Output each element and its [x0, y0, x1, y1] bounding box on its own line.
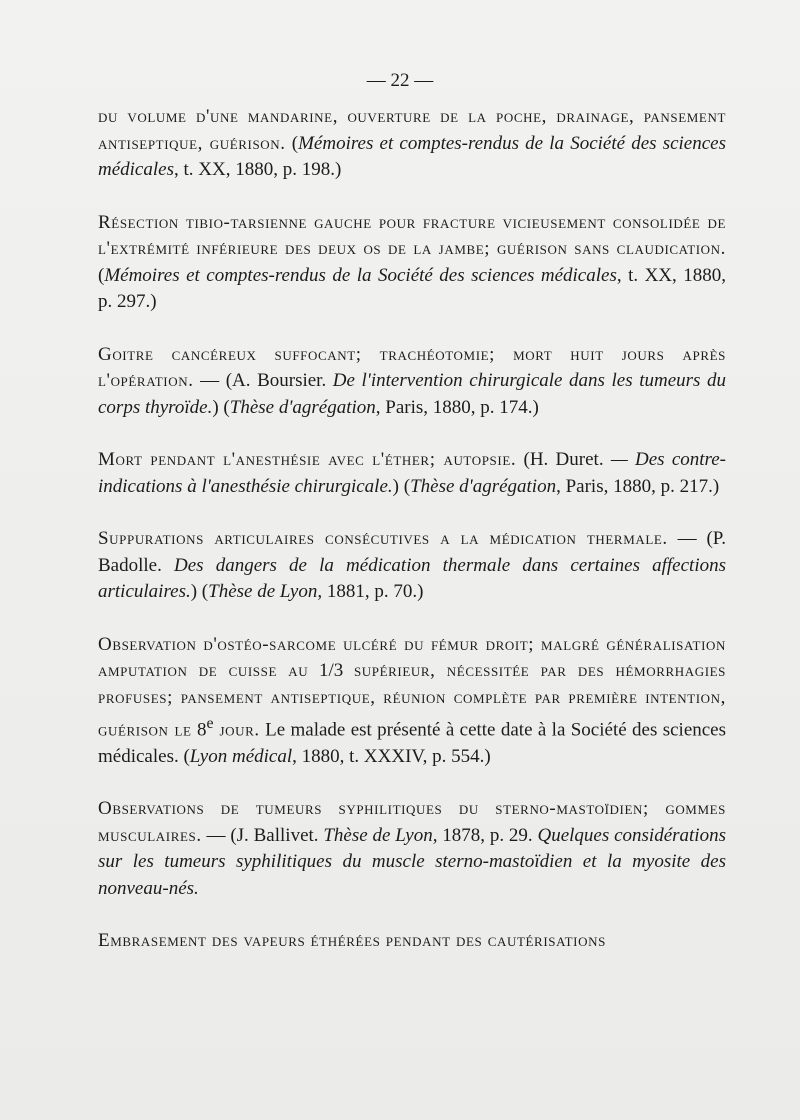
entry-5-author: — (P. Badolle. [98, 528, 726, 576]
entry-1-source: Mémoires et comptes-rendus de la Société des sciences médicales [98, 132, 726, 180]
entry-6-fraction: 1/3 [308, 660, 354, 681]
entry-2: Résection tibio-tarsienne gauche pour fracture vicieusement consolidée de l'extrémité inférieure des deux os de la jambe; guérison sans claudication. (Mémoires et comptes-rendus de la Société des sciences médicales, t. XX, 1880, p. 297.) [98, 211, 726, 312]
entry-3: Goitre cancéreux suffocant; trachéotomie; mort huit jours après l'opération. — (A. Boursier. De l'intervention chirurgicale dans les tumeurs du corps thyroïde.) (Thèse d'agrégation, Paris, 1880, p. 174.) [98, 343, 727, 418]
entry-4-thesis: Thèse d'agrégation [410, 475, 557, 497]
entry-3-author: — (A. Boursier. [193, 370, 333, 391]
entry-7: Observations de tumeurs syphilitiques du sterno-mastoïdien; gommes musculaires. — (J. Ballivet. Thèse de Lyon, 1878, p. 29. Quelques considérations sur les tumeurs syphilitiques du muscle sterno-mastoïdien et la myosite des nonveau-nés. [98, 798, 726, 899]
entry-4: Mort pendant l'anesthésie avec l'éther; autopsie. (H. Duret. — Des contre-indications à l'anesthésie chirurgicale.) (Thèse d'agrégation, Paris, 1880, p. 217.) [98, 449, 726, 497]
entry-2-source: Mémoires et comptes-rendus de la Société des sciences médicales [104, 264, 617, 286]
entry-6-title-b: supérieur, nécessitée par des hémorrhagies profuses; pansement antiseptique, réunion complète par première intention, guérison le [98, 660, 726, 741]
entry-6: Observation d'ostéo-sarcome ulcéré du fémur droit; malgré généralisation amputation de cuisse au 1/3 supérieur, nécessitée par des hémorrhagies profuses; pansement antiseptique, réunion complète par première intention, guérison le 8e jour. Le malade est présenté à cette date à la Société des sciences médicales. (Lyon médical, 1880, t. XXXIV, p. 554.) [98, 633, 727, 767]
page-number: — 22 — [366, 70, 434, 91]
entry-4-title: Mort pendant l'anesthésie avec l'éther; autopsie. [98, 449, 517, 470]
entry-3-thesis: Thèse d'agrégation [229, 396, 376, 418]
bibliography-list [98, 104, 726, 981]
entry-6-day-number: 8 [191, 719, 207, 741]
entry-4-author: (H. Duret. [516, 449, 611, 470]
entry-6-day-superscript: e [206, 715, 214, 732]
entry-1-title: du volume d'une mandarine, ouverture de la poche, drainage, pansement antiseptique, guérison. [98, 106, 726, 154]
entry-6-text: Le malade est présenté à cette date à la Société des sciences médicales. ( [98, 719, 727, 767]
entry-7-thesis: Thèse de Lyon, [323, 824, 438, 846]
entry-1: du volume d'une mandarine, ouverture de la poche, drainage, pansement antiseptique, guérison. (Mémoires et comptes-rendus de la Société des sciences médicales, t. XX, 1880, p. 198.) [98, 106, 726, 180]
entry-8 [98, 928, 726, 955]
entry-5-thesis: Thèse de Lyon, [208, 581, 323, 602]
entry-5: Suppurations articulaires consécutives a la médication thermale. — (P. Badolle. Des dangers de la médication thermale dans certaines affections articulaires.) (Thèse de Lyon, 1881, p. 70.) [98, 528, 726, 602]
entry-3-source: De l'intervention chirurgicale dans les tumeurs du corps thyroïde. [98, 370, 727, 418]
entry-6-source: Lyon médical [189, 745, 293, 767]
entry-5-source: Des dangers de la médication thermale dans certaines affections articulaires. [98, 554, 726, 602]
entry-5-title: Suppurations articulaires consécutives a la médication thermale. [98, 528, 668, 549]
entry-7-author: — (J. Ballivet. [201, 824, 324, 846]
entry-4-source: — Des contre-indications à l'anesthésie chirurgicale. [98, 449, 726, 497]
entry-6-day-word: jour. [213, 719, 260, 741]
entry-3-title: Goitre cancéreux suffocant; trachéotomie; mort huit jours après l'opération. [98, 343, 726, 391]
entry-6-title-a: Observation d'ostéo-sarcome ulcéré du fémur droit; malgré généralisation amputation de cuisse au [98, 633, 726, 681]
entry-7-source: Quelques considérations sur les tumeurs syphilitiques du muscle sterno-mastoïdien et la myosite des nonveau-nés. [98, 824, 726, 899]
entry-2-title: Résection tibio-tarsienne gauche pour fracture vicieusement consolidée de l'extrémité inférieure des deux os de la jambe; guérison sans claudication. [98, 211, 726, 259]
entry-7-title: Observations de tumeurs syphilitiques du sterno-mastoïdien; gommes musculaires. [98, 798, 726, 846]
entry-8-title: Embrasement des vapeurs éthérées pendant des cautérisations [98, 930, 606, 952]
